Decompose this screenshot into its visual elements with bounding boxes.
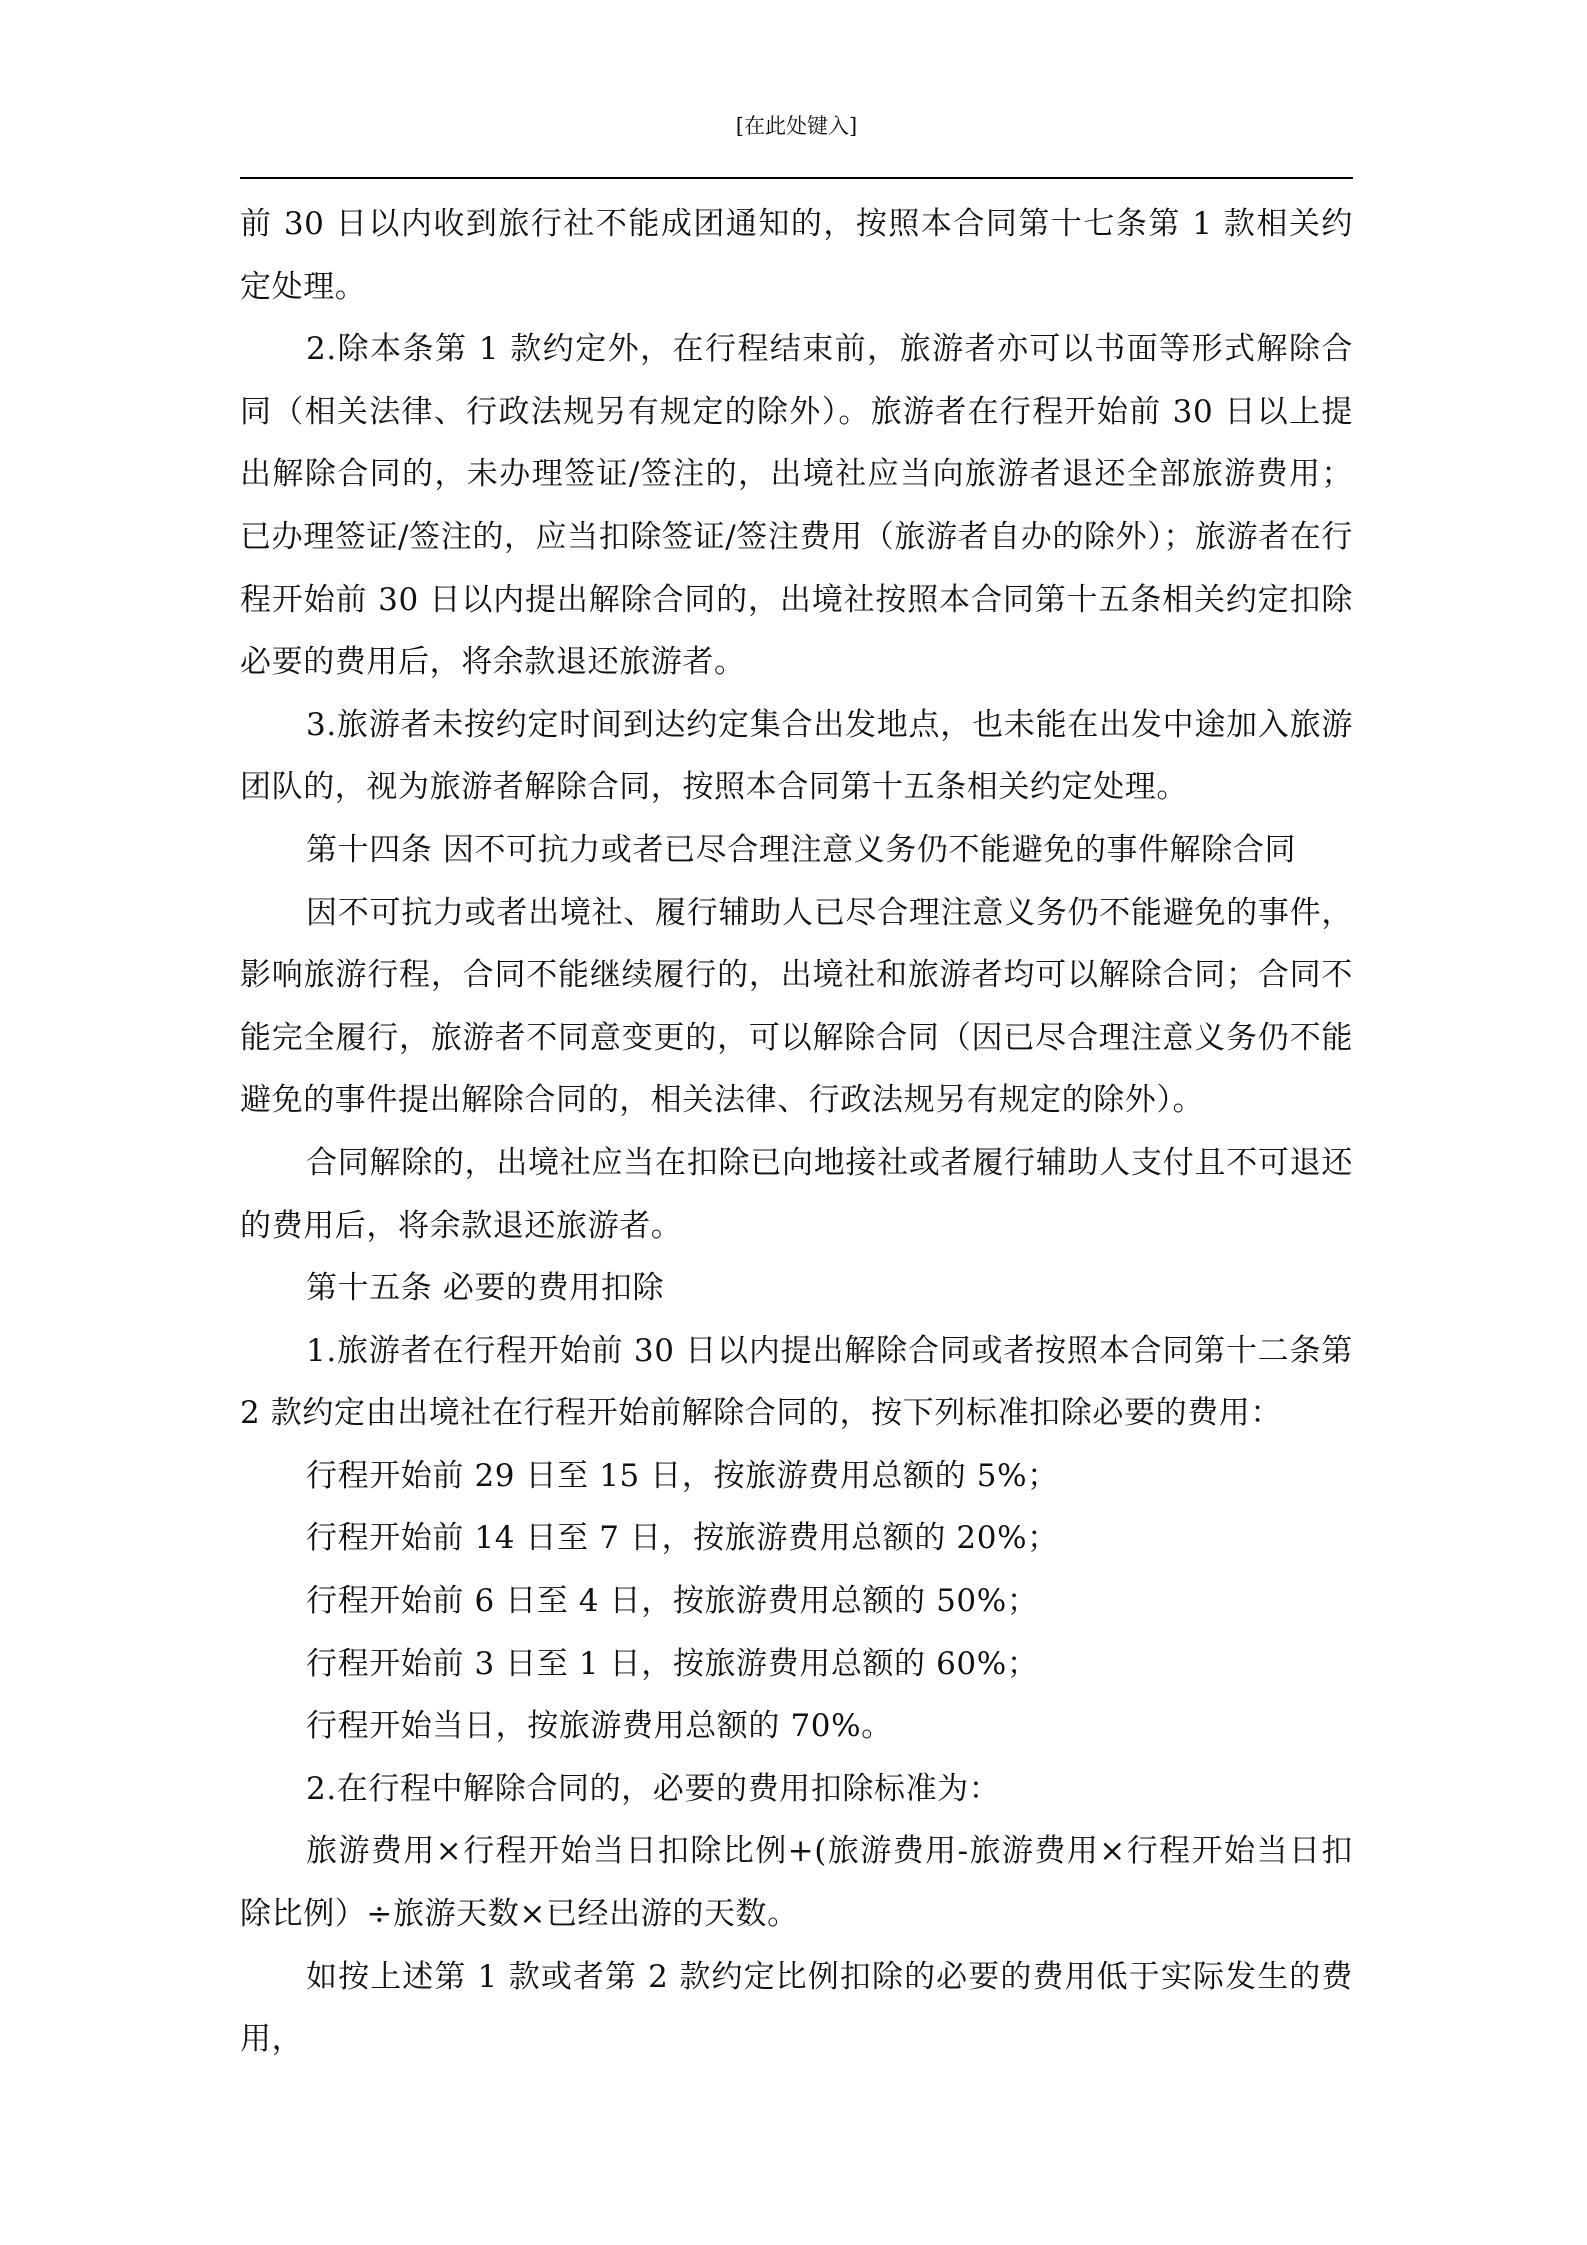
deduction-item: 行程开始前 6 日至 4 日，按旅游费用总额的 50%； <box>306 1583 1039 1620</box>
formula-paragraph: 旅游费用×行程开始当日扣除比例+(旅游费用-旅游费用×行程开始当日扣除比例）÷旅游天数×已经出游的天数。 <box>240 1833 1353 1933</box>
paragraph-continuation: 前 30 日以内收到旅行社不能成团通知的，按照本合同第十七条第 1 款相关约定处理。 <box>240 206 1353 305</box>
paragraph-deduction-standard: 1.旅游者在行程开始前 30 日以内提出解除合同或者按照本合同第十二条第 2 款约定由出境社在行程开始前解除合同的，按下列标准扣除必要的费用： <box>240 1332 1353 1432</box>
deduction-item: 行程开始前 14 日至 7 日，按旅游费用总额的 20%； <box>306 1520 1059 1557</box>
paragraph-actual-cost: 如按上述第 1 款或者第 2 款约定比例扣除的必要的费用低于实际发生的费用， <box>240 1958 1353 2058</box>
deduction-item: 行程开始前 29 日至 15 日，按旅游费用总额的 5%； <box>306 1457 1059 1494</box>
header-divider <box>240 177 1353 179</box>
paragraph-during-trip: 2.在行程中解除合同的，必要的费用扣除标准为： <box>306 1770 1001 1807</box>
document-body <box>240 193 1353 2071</box>
page-header: [在此处键入] <box>735 114 858 138</box>
paragraph-clause-3: 3.旅游者未按约定时间到达约定集合出发地点，也未能在出发中途加入旅游团队的，视为旅游者解除合同，按照本合同第十五条相关约定处理。 <box>240 706 1353 806</box>
article-14-heading: 第十四条 因不可抗力或者已尽合理注意义务仍不能避免的事件解除合同 <box>306 831 1297 868</box>
deduction-item: 行程开始当日，按旅游费用总额的 70%。 <box>306 1708 893 1745</box>
article-15-heading: 第十五条 必要的费用扣除 <box>306 1270 665 1307</box>
paragraph-force-majeure: 因不可抗力或者出境社、履行辅助人已尽合理注意义务仍不能避免的事件，影响旅游行程，合同不能继续履行的，出境社和旅游者均可以解除合同；合同不能完全履行，旅游者不同意变更的，可以解除合同（因已尽合理注意义务仍不能避免的事件提出解除合同的，相关法律、行政法规另有规定的除外）。 <box>240 894 1353 1119</box>
paragraph-clause-2: 2.除本条第 1 款约定外，在行程结束前，旅游者亦可以书面等形式解除合同（相关法律、行政法规另有规定的除外）。旅游者在行程开始前 30 日以上提出解除合同的，未办理签证/签注的，出境社应当向旅游者退还全部旅游费用；已办理签证/签注的，应当扣除签证/签注费用（旅游者自办的除外）；旅游者在行程开始前 30 日以内提出解除合同的，出境社按照本合同第十五条相关约定扣除必要的费用后，将余款退还旅游者。 <box>240 331 1353 681</box>
paragraph-refund: 合同解除的，出境社应当在扣除已向地接社或者履行辅助人支付且不可退还的费用后，将余款退还旅游者。 <box>240 1144 1353 1244</box>
deduction-item: 行程开始前 3 日至 1 日，按旅游费用总额的 60%； <box>306 1645 1039 1682</box>
